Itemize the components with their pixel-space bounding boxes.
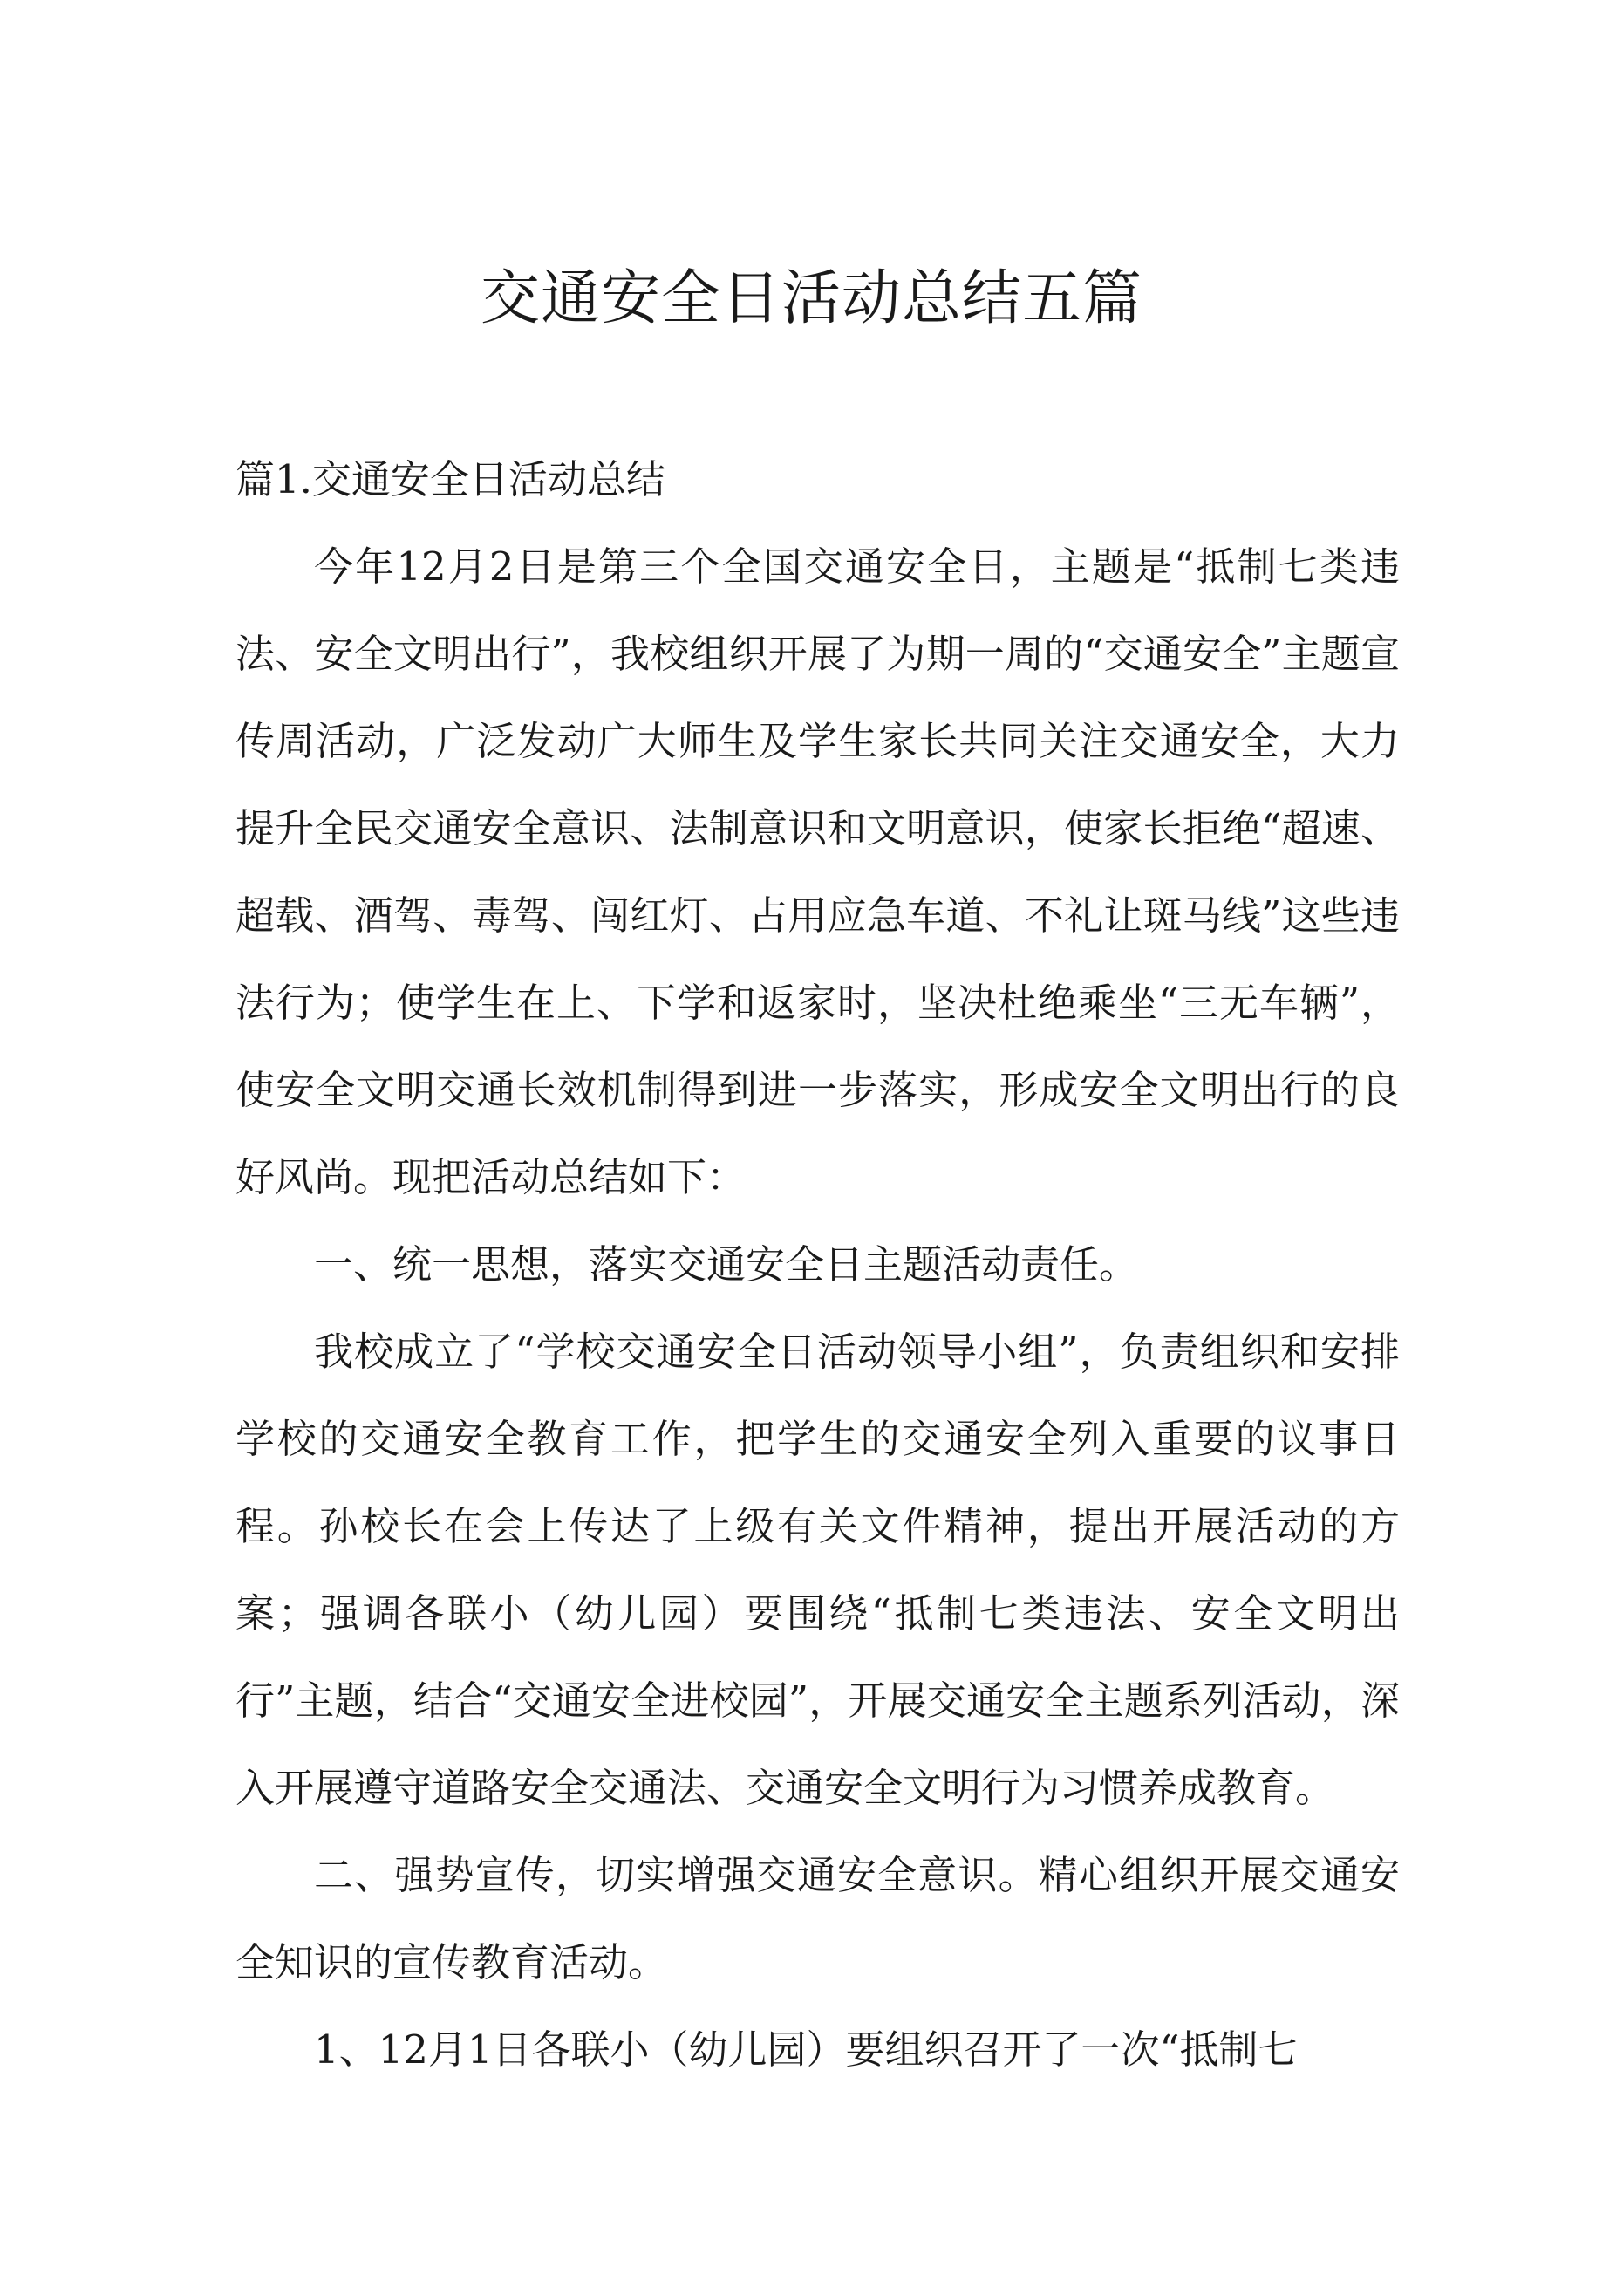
paragraph-leadership-group: 我校成立了“学校交通安全日活动领导小组”，负责组织和安排学校的交通安全教育工作，把学生的交通安全列入重要的议事日程。孙校长在会上传达了上级有关文件精神，提出开展活动的方案；强调各联小（幼儿园）要围绕“抵制七类违法、安全文明出行”主题，结合“交通安全进校园”，开展交通安全主题系列活动，深入开展遵守道路安全交通法、交通安全文明行为习惯养成教育。: [235, 1329, 1400, 1811]
document-body: [235, 436, 1400, 2094]
document-title: 交通安全日活动总结五篇: [480, 264, 1142, 333]
paragraph-item-one: 1、12月1日各联小（幼儿园）要组织召开了一次“抵制七: [314, 2026, 1298, 2073]
paragraph-point-one: 一、统一思想，落实交通安全日主题活动责任。: [314, 1241, 1139, 1288]
section-heading: 篇1.交通安全日活动总结: [235, 456, 665, 502]
paragraph-point-two: 二、强势宣传，切实增强交通安全意识。精心组织开展交通安全知识的宣传教育活动。: [235, 1852, 1400, 1985]
paragraph-intro: 今年12月2日是第三个全国交通安全日，主题是“抵制七类违法、安全文明出行”，我校组织开展了为期一周的“交通安全”主题宣传周活动，广泛发动广大师生及学生家长共同关注交通安全，大力提升全民交通安全意识、法制意识和文明意识，使家长拒绝“超速、超载、酒驾、毒驾、闯红灯、占用应急车道、不礼让斑马线”这些违法行为；使学生在上、下学和返家时，坚决杜绝乘坐“三无车辆”，使安全文明交通长效机制得到进一步落实，形成安全文明出行的良好风尚。现把活动总结如下：: [235, 543, 1400, 1200]
